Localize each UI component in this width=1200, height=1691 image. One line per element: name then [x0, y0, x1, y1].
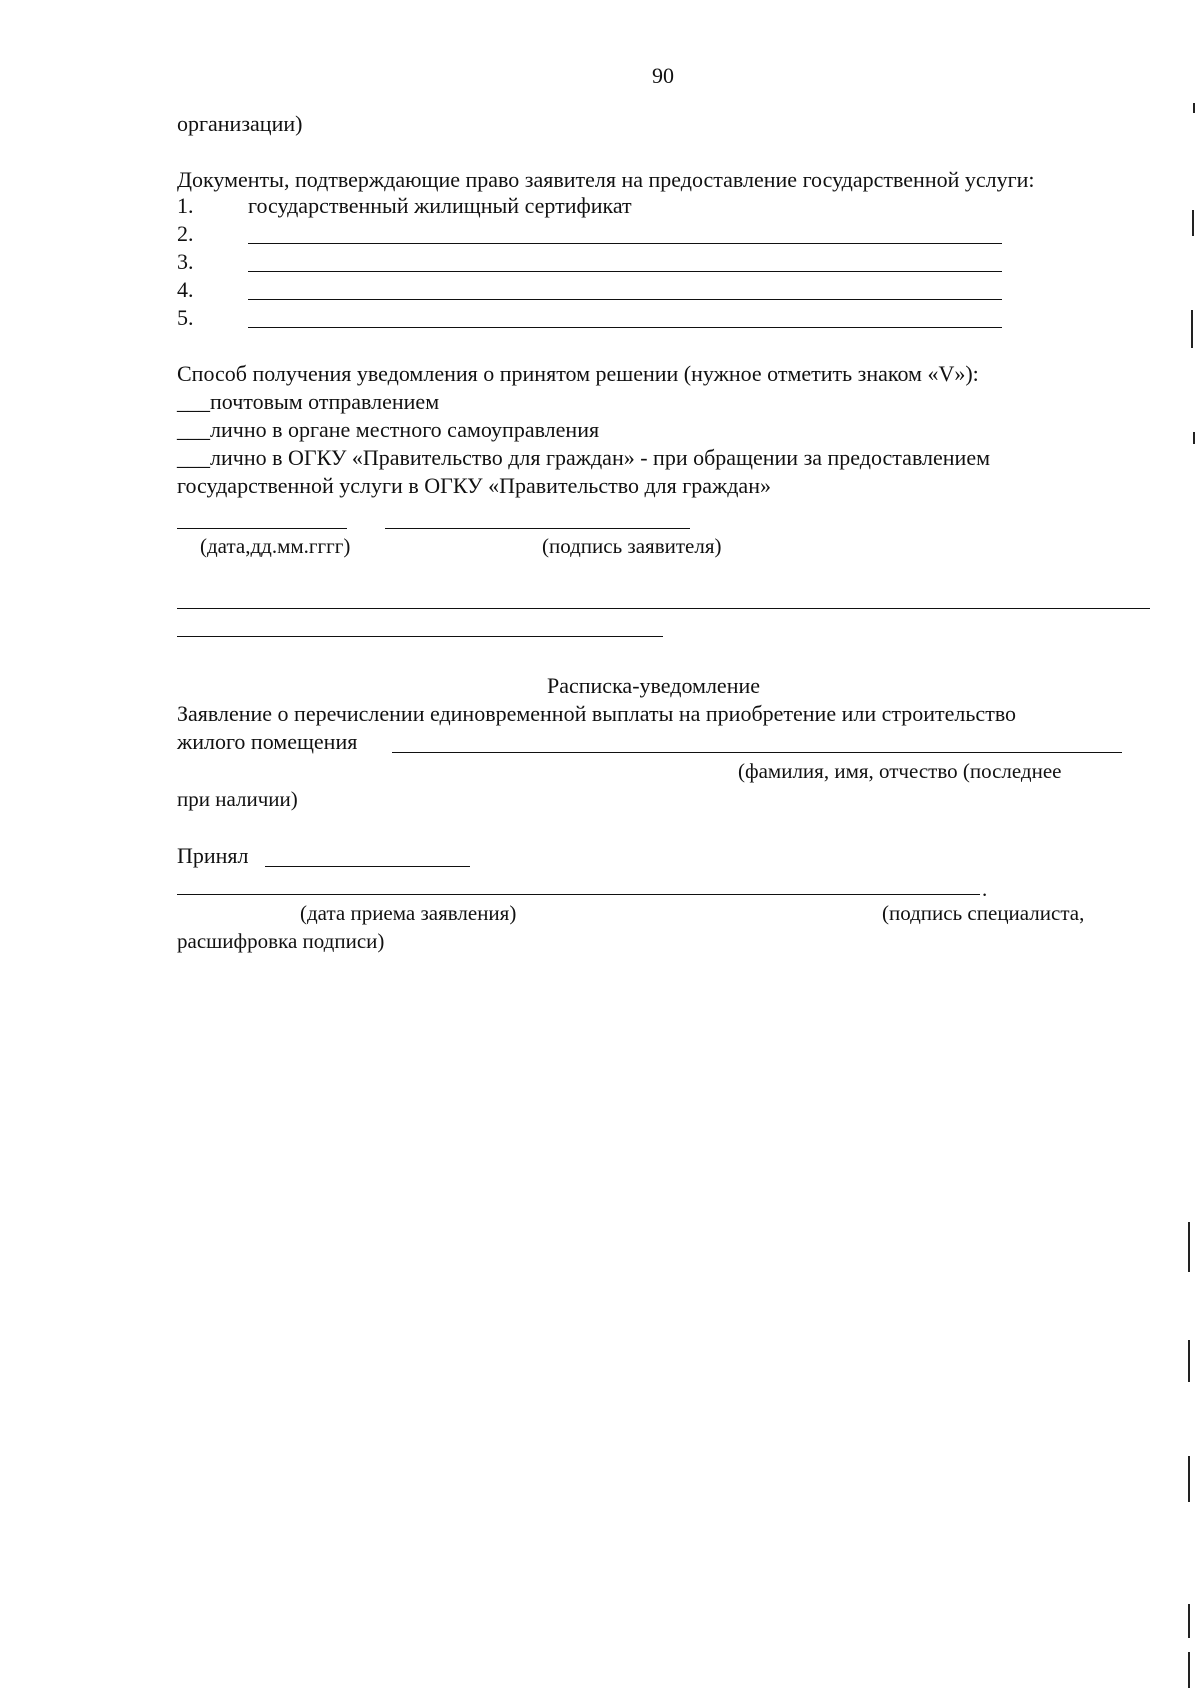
- scan-mark: [1191, 310, 1193, 348]
- doc-item-text: государственный жилищный сертификат: [248, 193, 632, 218]
- notification-option[interactable]: [177, 444, 990, 472]
- doc-item-blank-line[interactable]: [248, 243, 1002, 244]
- separator-line: [177, 636, 663, 637]
- scan-mark: [1188, 1340, 1190, 1382]
- doc-item-number: 4.: [177, 277, 194, 302]
- acceptance-line[interactable]: [177, 894, 980, 895]
- accepted-line[interactable]: [265, 866, 470, 867]
- date-receipt-label: (дата приема заявления): [300, 901, 517, 925]
- doc-item-number: 1.: [177, 193, 194, 218]
- receipt-text: жилого помещения: [177, 729, 358, 754]
- scan-mark: [1188, 1604, 1190, 1638]
- separator-line: [177, 608, 1150, 609]
- receipt-text: Заявление о перечислении единовременной выплаты на приобретение или строительство: [177, 701, 1017, 726]
- specialist-label: (подпись специалиста,: [882, 901, 1085, 925]
- documents-heading: Документы, подтверждающие право заявителя на предоставление государственной услуги:: [177, 167, 1035, 192]
- doc-item-number: 2.: [177, 221, 194, 246]
- fio-line[interactable]: [392, 752, 1122, 753]
- option-checkbox-blank[interactable]: ___: [177, 417, 210, 442]
- option-label: лично в органе местного самоуправления: [210, 417, 600, 442]
- page-number: 90: [652, 63, 674, 88]
- scan-mark: [1193, 432, 1195, 444]
- date-line[interactable]: [177, 528, 347, 529]
- option-checkbox-blank[interactable]: ___: [177, 445, 210, 470]
- scan-mark: [1193, 103, 1195, 113]
- line-dot: .: [982, 877, 988, 901]
- doc-item-blank-line[interactable]: [248, 271, 1002, 272]
- doc-item-blank-line[interactable]: [248, 299, 1002, 300]
- accepted-label: Принял: [177, 843, 249, 868]
- scan-mark: [1188, 1222, 1190, 1272]
- scan-mark: [1188, 1456, 1190, 1502]
- notification-option[interactable]: [177, 416, 599, 444]
- doc-item-number: 5.: [177, 305, 194, 330]
- option-checkbox-blank[interactable]: ___: [177, 389, 210, 414]
- doc-item-blank-line[interactable]: [248, 327, 1002, 328]
- doc-item-number: 3.: [177, 249, 194, 274]
- option-label: почтовым отправлением: [210, 389, 440, 414]
- notification-option[interactable]: [177, 388, 439, 416]
- receipt-title: Расписка-уведомление: [547, 673, 761, 698]
- notification-heading: Способ получения уведомления о принятом решении (нужное отметить знаком «V»):: [177, 361, 979, 386]
- lead-fragment: организации): [177, 111, 303, 136]
- scan-mark: [1192, 210, 1194, 236]
- specialist-continuation: расшифровка подписи): [177, 929, 385, 953]
- fio-continuation: при наличии): [177, 787, 298, 811]
- scan-mark: [1188, 1652, 1190, 1688]
- fio-label: (фамилия, имя, отчество (последнее: [738, 759, 1062, 783]
- option-continuation: государственной услуги в ОГКУ «Правительство для граждан»: [177, 473, 771, 498]
- option-label: лично в ОГКУ «Правительство для граждан» - при обращении за предоставлением: [210, 445, 991, 470]
- signature-line[interactable]: [385, 528, 690, 529]
- date-label: (дата,дд.мм.гггг): [200, 534, 351, 558]
- signature-label: (подпись заявителя): [542, 534, 722, 558]
